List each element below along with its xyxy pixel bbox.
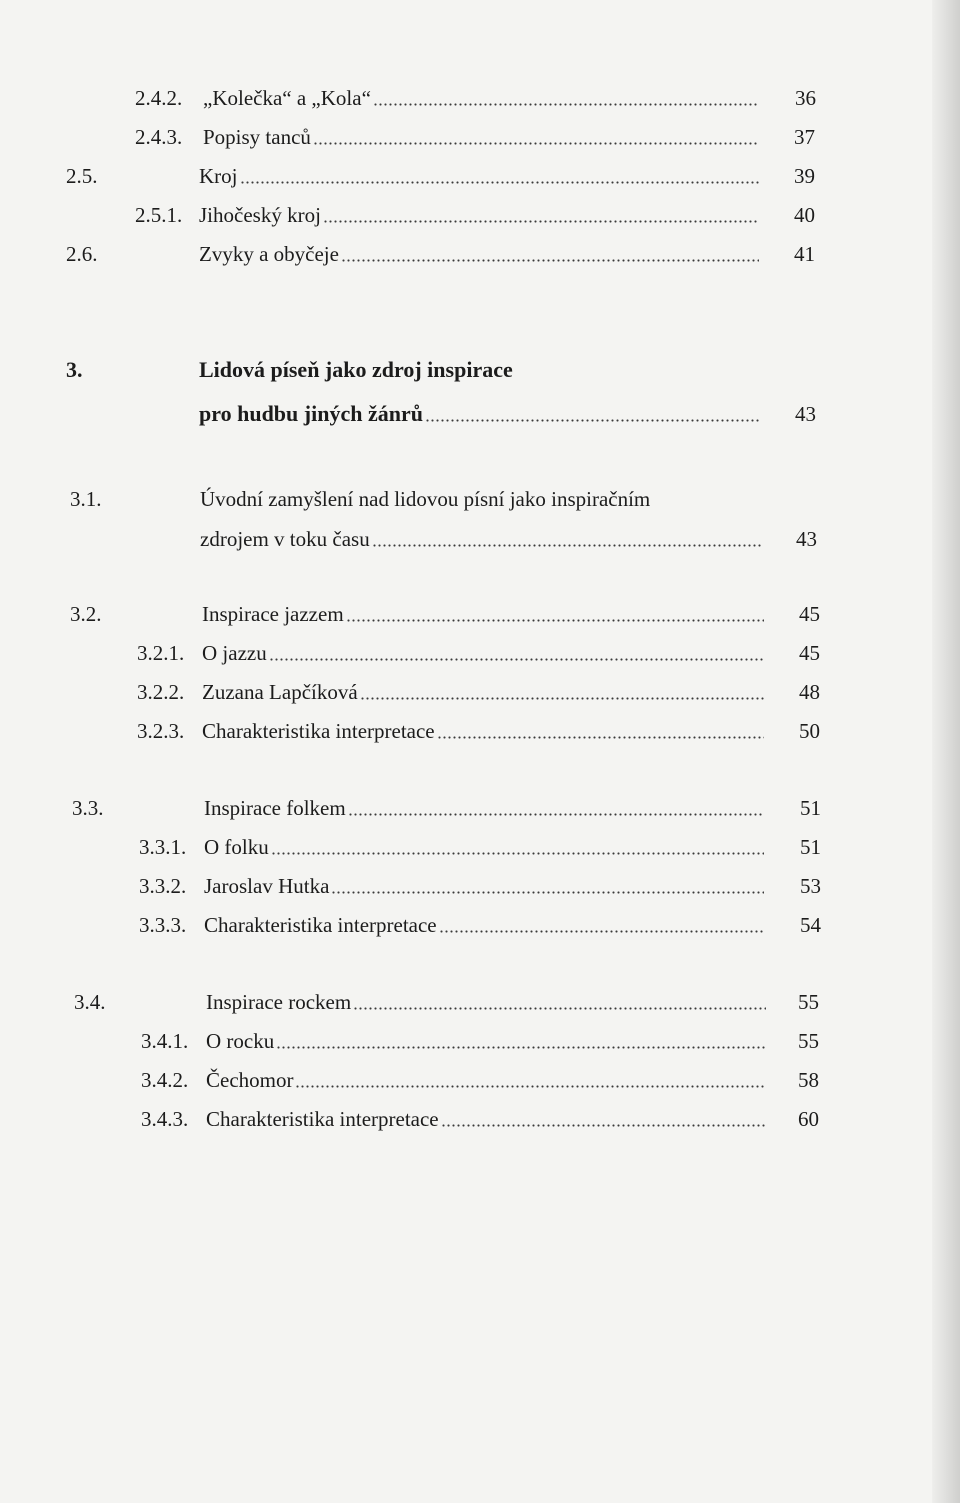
toc-entry (0, 639, 960, 673)
entry-number: 3.4.1. (141, 1029, 189, 1053)
entry-leader (206, 1105, 766, 1133)
entry-title: O folku (204, 835, 269, 859)
entry-title: Inspirace folkem (204, 796, 346, 820)
entry-page: 54 (800, 913, 821, 937)
entry-title: Jihočeský kroj (199, 203, 321, 227)
toc-entry (0, 794, 960, 828)
dot-leader (341, 259, 759, 262)
entry-number: 3. (66, 357, 83, 382)
entry-leader (204, 833, 764, 861)
entry-number: 3.3.1. (139, 835, 187, 859)
dot-leader (240, 181, 760, 184)
entry-page: 60 (798, 1107, 819, 1131)
toc-entry (0, 911, 960, 945)
dot-leader (271, 852, 764, 855)
entry-number: 2.5. (66, 164, 98, 188)
toc-entry (0, 833, 960, 867)
toc-entry (0, 717, 960, 751)
entry-number: 3.2. (70, 602, 102, 626)
entry-title: Zuzana Lapčíková (202, 680, 358, 704)
dot-leader (437, 736, 764, 739)
entry-number: 3.3.3. (139, 913, 187, 937)
entry-page: 51 (800, 796, 821, 820)
toc-entry-line2 (0, 525, 960, 559)
toc-entry (0, 678, 960, 712)
entry-title: O jazzu (202, 641, 267, 665)
dot-leader (276, 1046, 766, 1049)
entry-number: 3.4. (74, 990, 106, 1014)
entry-number: 3.2.2. (137, 680, 185, 704)
entry-page: 37 (794, 125, 815, 149)
entry-title: pro hudbu jiných žánrů (199, 401, 423, 426)
entry-title: Kroj (199, 164, 238, 188)
entry-number: 2.6. (66, 242, 98, 266)
dot-leader (441, 1124, 766, 1127)
entry-page: 50 (799, 719, 820, 743)
entry-leader (199, 240, 759, 268)
entry-number: 2.4.2. (135, 86, 183, 110)
entry-page: 55 (798, 990, 819, 1014)
entry-number: 3.2.3. (137, 719, 185, 743)
dot-leader (372, 544, 762, 547)
entry-leader (203, 84, 759, 112)
dot-leader (295, 1085, 766, 1088)
dot-leader (331, 891, 764, 894)
entry-title: Charakteristika interpretace (206, 1107, 439, 1131)
entry-page: 55 (798, 1029, 819, 1053)
entry-title: Popisy tanců (203, 125, 311, 149)
entry-page: 45 (799, 641, 820, 665)
entry-page: 48 (799, 680, 820, 704)
dot-leader (425, 419, 761, 422)
entry-leader (200, 525, 762, 553)
entry-page: 58 (798, 1068, 819, 1092)
entry-number: 3.4.2. (141, 1068, 189, 1092)
toc-entry (0, 1066, 960, 1100)
entry-leader (202, 717, 764, 745)
entry-title: Zvyky a obyčeje (199, 242, 339, 266)
entry-page: 40 (794, 203, 815, 227)
entry-number: 3.3.2. (139, 874, 187, 898)
entry-leader (204, 794, 764, 822)
entry-title: zdrojem v toku času (200, 527, 370, 551)
entry-title: „Kolečka“ a „Kola“ (203, 86, 371, 110)
dot-leader (348, 813, 764, 816)
toc-entry (0, 84, 960, 118)
toc-entry (0, 162, 960, 196)
toc-chapter-entry (0, 356, 960, 390)
entry-leader (206, 988, 766, 1016)
dot-leader (439, 930, 764, 933)
entry-leader (204, 872, 764, 900)
entry-title-line1: Lidová píseň jako zdroj inspirace (199, 357, 513, 382)
entry-number: 2.5.1. (135, 203, 183, 227)
toc-entry (0, 123, 960, 157)
entry-title: Čechomor (206, 1068, 294, 1092)
dot-leader (313, 142, 759, 145)
entry-page: 43 (796, 527, 817, 551)
entry-leader (206, 1066, 766, 1094)
dot-leader (346, 619, 764, 622)
entry-page: 43 (795, 402, 816, 426)
entry-leader (199, 201, 759, 229)
entry-leader (202, 600, 764, 628)
toc-entry (0, 201, 960, 235)
toc-entry (0, 485, 960, 519)
entry-leader (202, 639, 764, 667)
toc-entry (0, 600, 960, 634)
entry-title: Charakteristika interpretace (202, 719, 435, 743)
toc-entry (0, 1105, 960, 1139)
entry-title: O rocku (206, 1029, 275, 1053)
entry-title: Charakteristika interpretace (204, 913, 437, 937)
entry-number: 3.2.1. (137, 641, 185, 665)
entry-page: 39 (794, 164, 815, 188)
toc-entry (0, 872, 960, 906)
toc-entry (0, 1027, 960, 1061)
entry-page: 36 (795, 86, 816, 110)
entry-page: 51 (800, 835, 821, 859)
entry-page: 41 (794, 242, 815, 266)
entry-number: 2.4.3. (135, 125, 183, 149)
entry-page: 53 (800, 874, 821, 898)
dot-leader (323, 220, 759, 223)
entry-leader (202, 678, 764, 706)
toc-chapter-entry-line2 (0, 400, 960, 434)
entry-number: 3.4.3. (141, 1107, 189, 1131)
entry-leader (204, 911, 764, 939)
entry-number: 3.3. (72, 796, 104, 820)
entry-title: Jaroslav Hutka (204, 874, 330, 898)
dot-leader (353, 1007, 766, 1010)
entry-leader (203, 123, 759, 151)
entry-leader (199, 162, 759, 190)
entry-leader (199, 400, 761, 428)
entry-page: 45 (799, 602, 820, 626)
entry-number: 3.1. (70, 487, 102, 511)
dot-leader (373, 103, 759, 106)
entry-leader (206, 1027, 766, 1055)
toc-entry (0, 988, 960, 1022)
dot-leader (360, 697, 764, 700)
dot-leader (269, 658, 764, 661)
entry-title-line1: Úvodní zamyšlení nad lidovou písní jako inspiračním (200, 487, 651, 511)
entry-title: Inspirace jazzem (202, 602, 344, 626)
toc-entry (0, 240, 960, 274)
entry-title: Inspirace rockem (206, 990, 352, 1014)
